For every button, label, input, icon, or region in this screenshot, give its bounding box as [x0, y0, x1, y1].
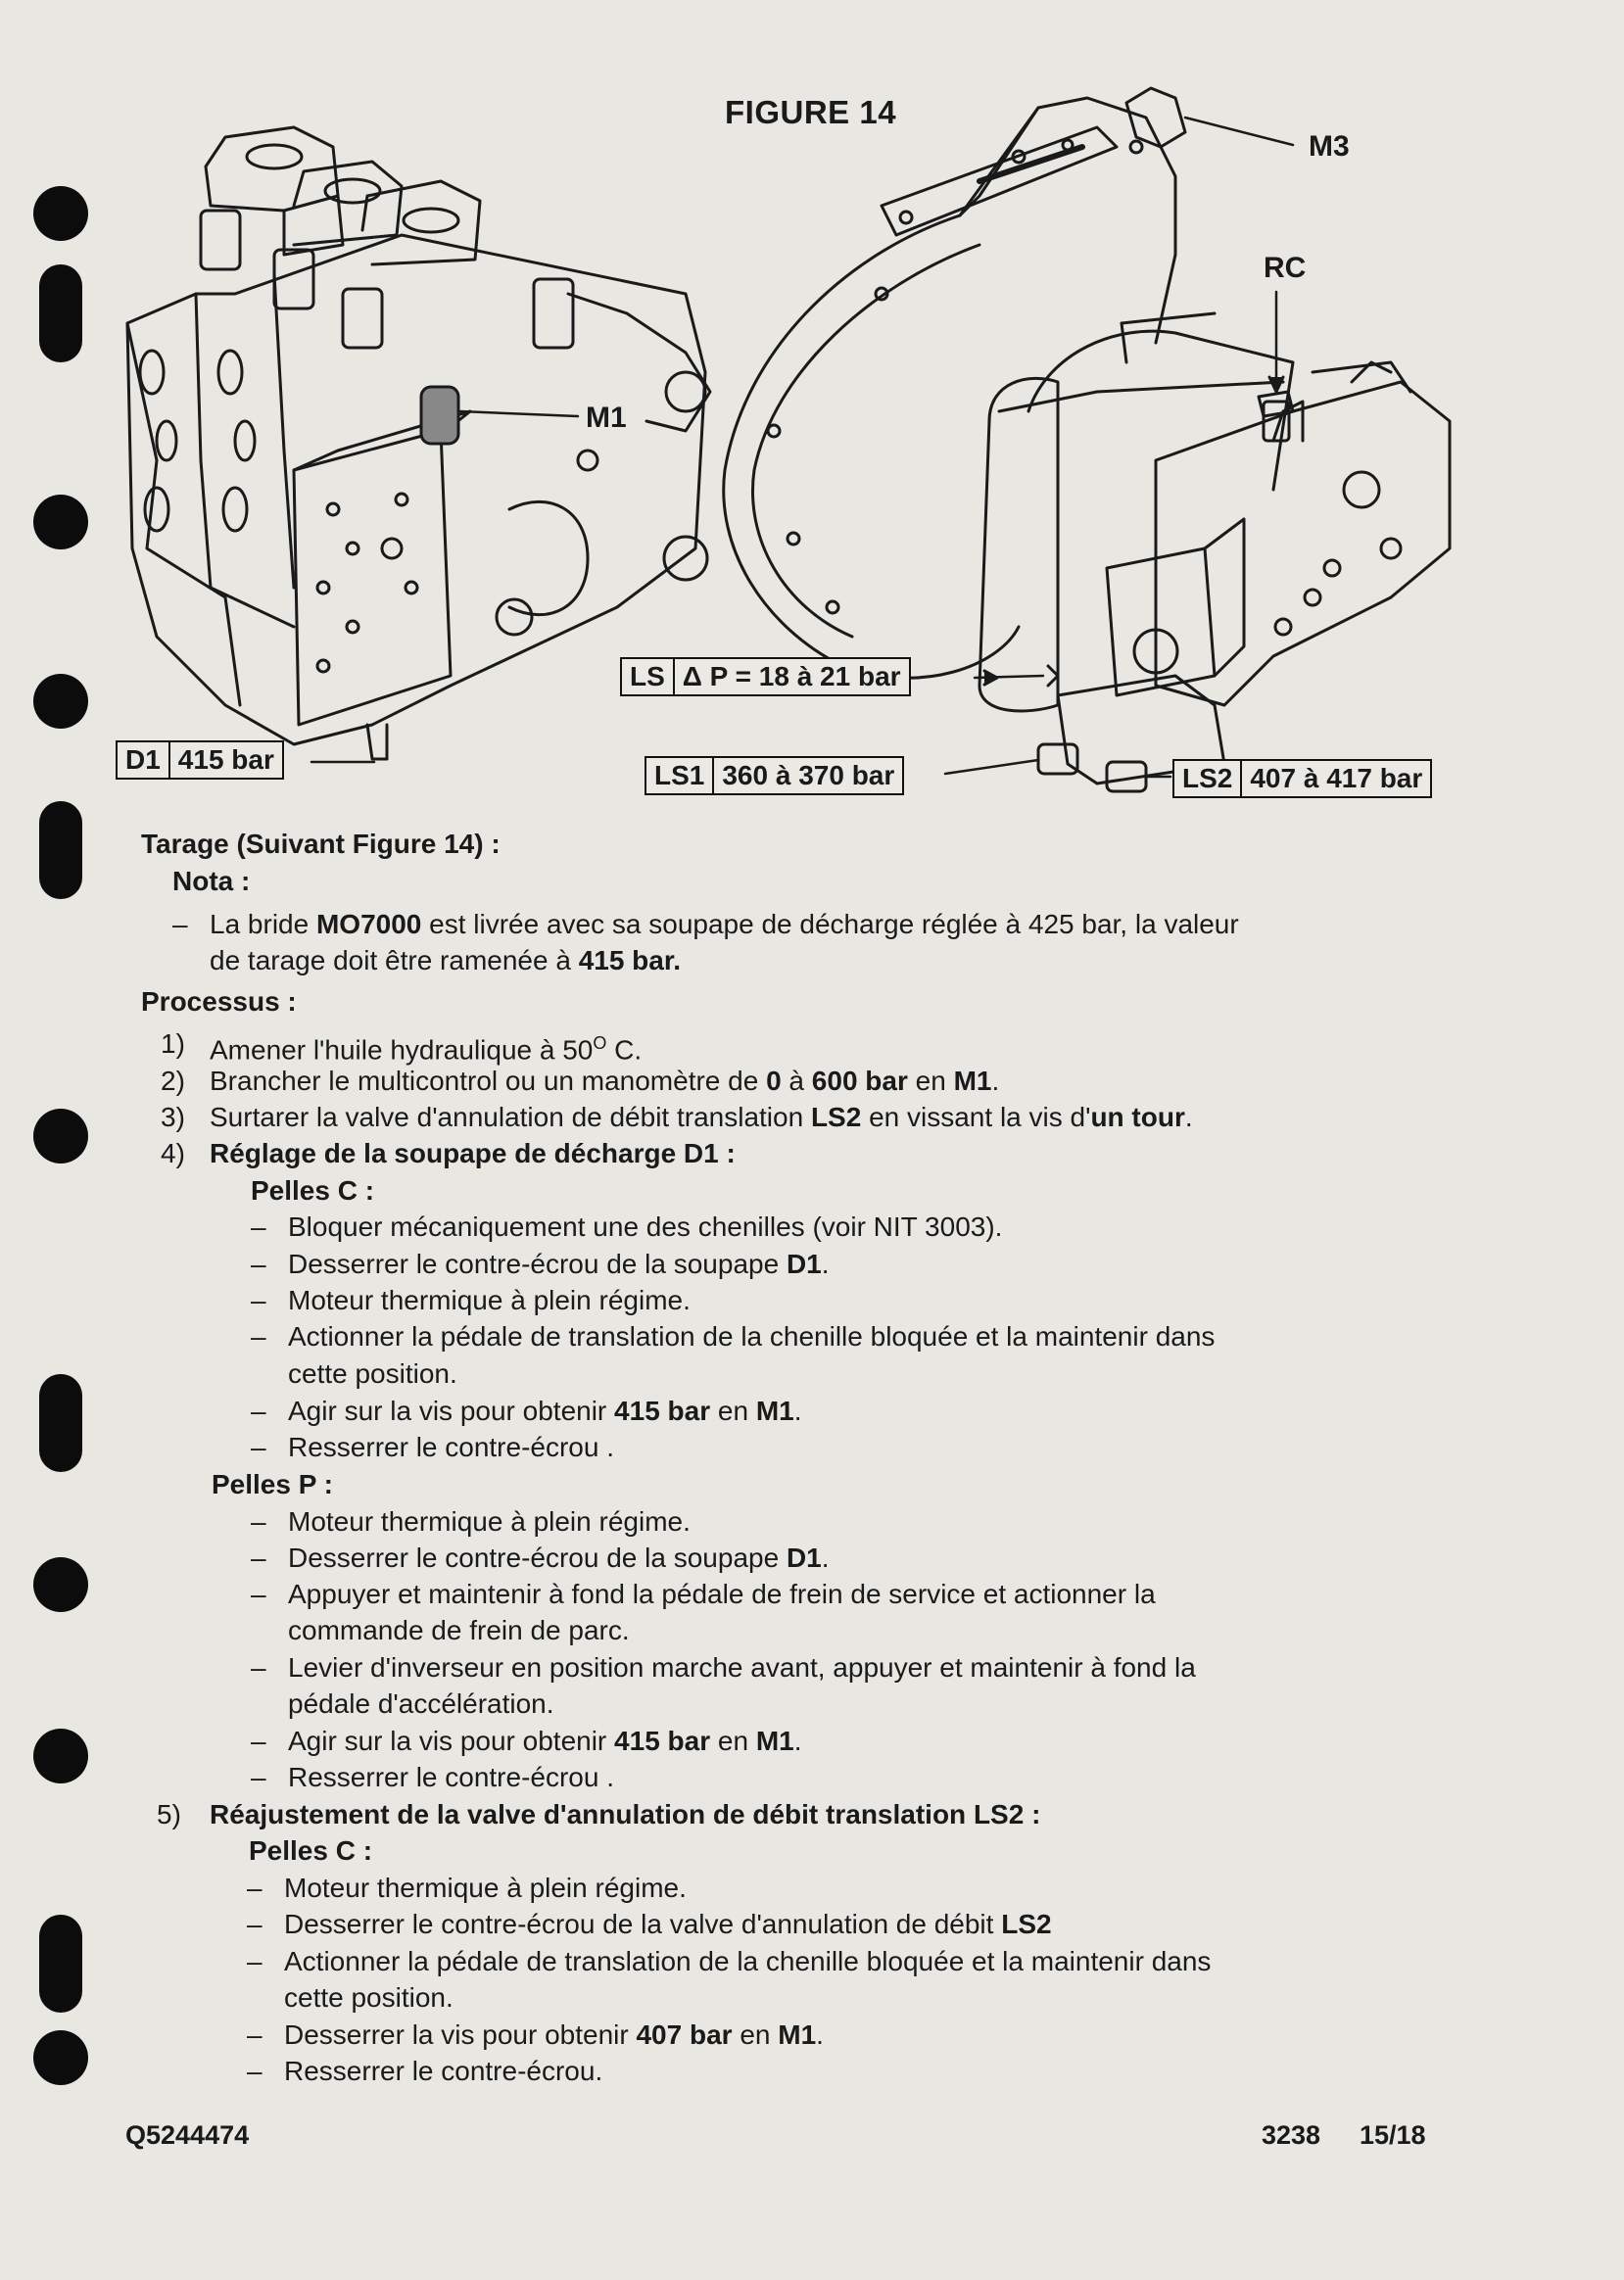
bullet-dash: –	[251, 1285, 266, 1315]
label-m3: M3	[1309, 130, 1350, 163]
step-4-title: Réglage de la soupape de décharge D1 :	[210, 1138, 736, 1168]
callout-ls	[620, 657, 911, 696]
label-rc: RC	[1264, 252, 1307, 284]
bullet-dash: –	[251, 1762, 266, 1792]
list-item: Resserrer le contre-écrou .	[288, 1432, 615, 1462]
bullet-dash: –	[247, 2056, 263, 2086]
list-item: Bloquer mécaniquement une des chenilles (voir NIT 3003).	[288, 1211, 1003, 1242]
bullet-dash: –	[247, 1873, 263, 1903]
callout-code: D1	[125, 744, 161, 775]
list-item: Appuyer et maintenir à fond la pédale de frein de service et actionner la	[288, 1579, 1156, 1609]
step-number: 1)	[161, 1028, 185, 1059]
binder-hole	[33, 1109, 88, 1164]
figure-title: FIGURE 14	[725, 94, 897, 130]
step-number: 4)	[161, 1138, 185, 1168]
step-3: Surtarer la valve d'annulation de débit translation LS2 en vissant la vis d'un tour.	[210, 1102, 1193, 1132]
nota-line-1: La bride MO7000 est livrée avec sa soupape de décharge réglée à 425 bar, la valeur	[210, 909, 1239, 939]
list-item: Actionner la pédale de translation de la chenille bloquée et la maintenir dans	[284, 1946, 1212, 1976]
list-item: Moteur thermique à plein régime.	[288, 1506, 691, 1537]
list-item: Levier d'inverseur en position marche avant, appuyer et maintenir à fond la	[288, 1652, 1196, 1683]
bullet-dash: –	[251, 1249, 266, 1279]
list-item-continued: commande de frein de parc.	[288, 1615, 630, 1645]
binder-hole	[33, 1557, 88, 1612]
bullet-dash: –	[247, 1909, 263, 1939]
bullet-dash: –	[247, 2019, 263, 2050]
callout-code: LS1	[654, 760, 705, 790]
nota-label: Nota :	[172, 866, 251, 896]
list-item: Actionner la pédale de translation de la chenille bloquée et la maintenir dans	[288, 1321, 1216, 1352]
callout-d1	[116, 740, 284, 780]
step-5-title: Réajustement de la valve d'annulation de débit translation LS2 :	[210, 1799, 1041, 1829]
binder-hole	[39, 801, 82, 899]
step-1: Amener l'huile hydraulique à $50^O$ C.	[210, 1033, 643, 1066]
callout-code: LS2	[1182, 763, 1233, 793]
step-number: 5)	[157, 1799, 181, 1829]
bullet-dash: –	[251, 1211, 266, 1242]
callout-ls2	[1172, 759, 1432, 798]
bullet-dash: –	[251, 1652, 266, 1683]
list-item-continued: pédale d'accélération.	[288, 1688, 554, 1719]
bullet-dash: –	[172, 909, 188, 939]
list-item-continued: cette position.	[288, 1358, 457, 1389]
binder-hole	[33, 2030, 88, 2085]
bullet-dash: –	[251, 1432, 266, 1462]
bullet-dash: –	[251, 1321, 266, 1352]
list-item: Desserrer la vis pour obtenir 407 bar en M1.	[284, 2019, 824, 2050]
callout-value: Δ P = 18 à 21 bar	[673, 659, 909, 694]
list-item: Agir sur la vis pour obtenir 415 bar en M1.	[288, 1396, 802, 1426]
label-m1: M1	[586, 402, 627, 434]
binder-hole	[39, 1915, 82, 2013]
step-2: Brancher le multicontrol ou un manomètre de 0 à 600 bar en M1.	[210, 1066, 1000, 1096]
list-item: Resserrer le contre-écrou .	[288, 1762, 615, 1792]
list-item: Resserrer le contre-écrou.	[284, 2056, 603, 2086]
document-reference: Q5244474	[125, 2120, 250, 2150]
processus-label: Processus :	[141, 986, 297, 1017]
binder-hole	[39, 1374, 82, 1472]
bullet-dash: –	[251, 1543, 266, 1573]
list-item: Desserrer le contre-écrou de la valve d'annulation de débit LS2	[284, 1909, 1052, 1939]
nota-line-2: de tarage doit être ramenée à 415 bar.	[210, 945, 681, 975]
bullet-dash: –	[251, 1396, 266, 1426]
bullet-dash: –	[251, 1726, 266, 1756]
list-item: Moteur thermique à plein régime.	[288, 1285, 691, 1315]
pelles-c-label: Pelles C :	[251, 1175, 375, 1206]
pelles-p-label: Pelles P :	[212, 1469, 334, 1499]
bullet-dash: –	[251, 1506, 266, 1537]
list-item: Desserrer le contre-écrou de la soupape D1.	[288, 1249, 830, 1279]
pelles-c-label: Pelles C :	[249, 1835, 373, 1866]
list-item-continued: cette position.	[284, 1982, 454, 2013]
page-number: 15/18	[1360, 2120, 1426, 2150]
section-heading: Tarage (Suivant Figure 14) :	[141, 829, 501, 859]
callout-ls1	[645, 756, 904, 795]
callout-value: 407 à 417 bar	[1240, 761, 1430, 796]
callout-value: 415 bar	[168, 742, 282, 778]
step-number: 2)	[161, 1066, 185, 1096]
bullet-dash: –	[251, 1579, 266, 1609]
list-item: Desserrer le contre-écrou de la soupape D1.	[288, 1543, 830, 1573]
list-item: Moteur thermique à plein régime.	[284, 1873, 687, 1903]
bullet-dash: –	[247, 1946, 263, 1976]
step-number: 3)	[161, 1102, 185, 1132]
binder-hole	[33, 1729, 88, 1783]
callout-value: 360 à 370 bar	[712, 758, 902, 793]
callout-code: LS	[630, 661, 665, 691]
footer-code: 3238	[1262, 2120, 1321, 2150]
list-item: Agir sur la vis pour obtenir 415 bar en M1.	[288, 1726, 802, 1756]
